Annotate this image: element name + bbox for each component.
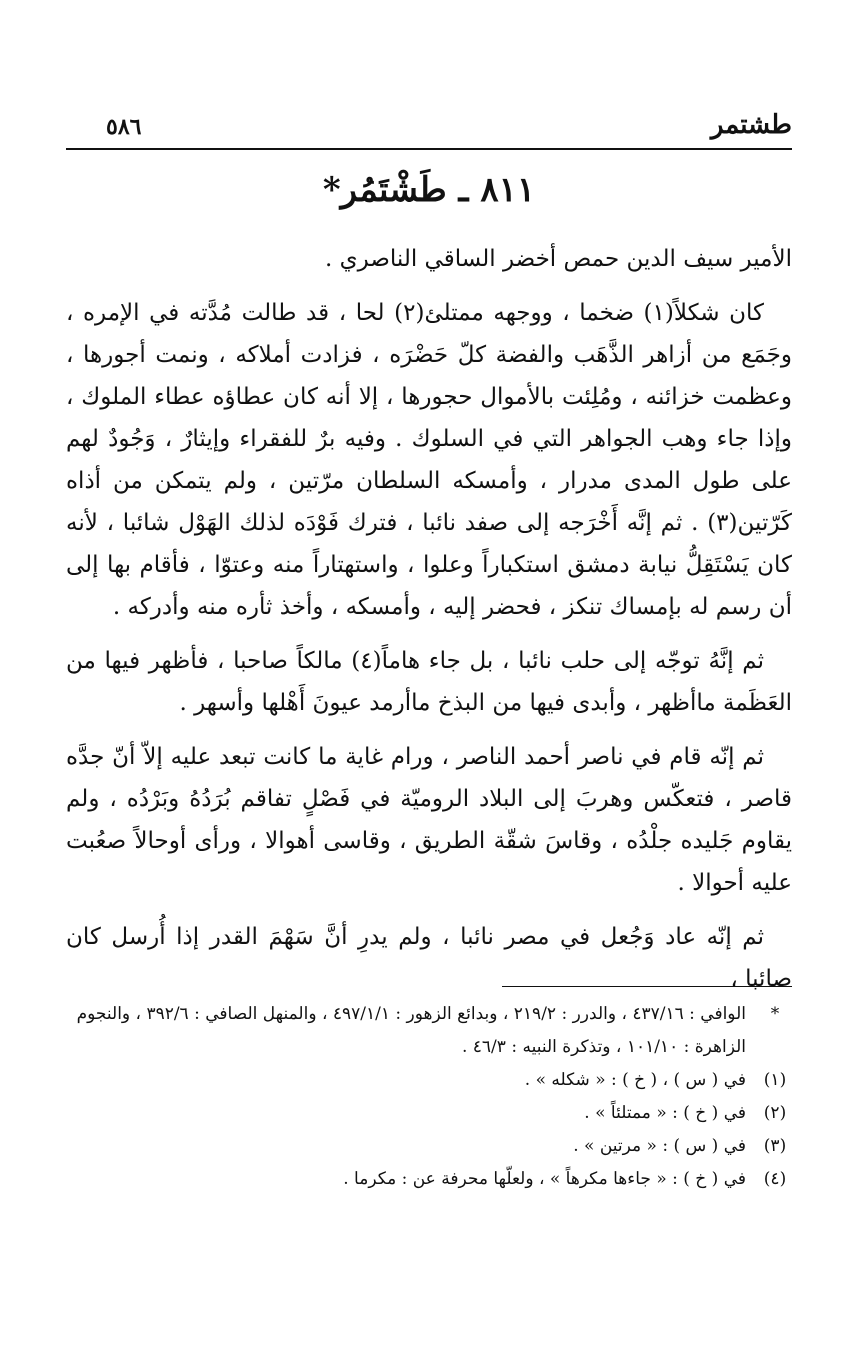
paragraph: ثم إنّه قام في ناصر أحمد الناصر ، ورام غاية ما كانت تبعد عليه إلاّ أنّ جدَّه قاصر ، فتعكّس وهربَ إلى البلاد الروميّة في فَصْلٍ تفاقم بُرَدُهُ وبَرْدُه ، ولم يقاوم جَليده جلْدُه ، وقاسَ شقّة الطريق ، وقاسى أهوالا ، ورأى أوحالاً صعُبت عليه أحوالا . [66,744,792,896]
paragraph: كان شكلاً(١) ضخما ، ووجهه ممتلئ(٢) لحا ، قد طالت مُدَّته في الإمره ، وجَمَع من أزاهر الذَّهَب والفضة كلّ حَضْرَه ، فزادت أملاكه ، ونمت أجورها ، وعظمت خزائنه ، ومُلِئت بالأموال حجورها ، إلا أنه كان عطاؤه عطاء الملوك ، وإذا جاء وهب الجواهر التي في السلوك . وفيه برٌ للفقراء وإيثارٌ ، وَجُودٌ لهم على طول المدى مدرار ، وأمسكه السلطان مرّتين ، ولم يتمكن من أذاه كَرّتين(٣) . ثم إنَّه أَخْرَجه إلى صفد نائبا ، فترك فَوْدَه لذلك الهَوْل شائبا ، لأنه كان يَسْتَقِلُّ نيابة دمشق استكباراً وعلوا ، واستهتاراً منه وعتوّا ، فأقام بها إلى أن رسم له بإمساك تنكز ، فحضر إليه ، وأمسكه ، وأخذ ثأره منه وأدركه . [66,300,792,620]
footnote-marker: (٢) [763,1103,787,1123]
footnote-text: في ( س ) ، ( خ ) : « شكله » . [524,1070,746,1090]
footnote-marker: (٣) [763,1136,787,1156]
footnote-text: في ( س ) : « مرتين » . [573,1136,746,1156]
footnote-item [60,1163,792,1196]
footnote-item [60,1064,792,1097]
footnote-text: في ( خ ) : « ممتلئاً » . [584,1103,746,1123]
entry-body [66,238,792,1012]
footnote-marker: (٤) [763,1169,787,1189]
footnotes [60,998,792,1196]
footnote-marker: (١) [763,1070,787,1090]
footnote-text: الوافي : ٤٣٧/١٦ ، والدرر : ٢١٩/٢ ، وبدائع الزهور : ٤٩٧/١/١ ، والمنهل الصافي : ٣٩٢/٦ ، والنجوم الزاهرة : ١٠١/١٠ ، وتذكرة النبيه : ٤٦/٣ . [76,1004,746,1057]
footnote-marker: * [770,1004,780,1024]
entry-title: ٨١١ ـ طَشْتَمُر* [322,170,536,210]
footnote-divider [502,986,792,987]
page-number: ٥٨٦ [106,114,142,140]
footnote-item [60,1097,792,1130]
paragraph: ثم إنَّهُ توجّه إلى حلب نائبا ، بل جاء هاماً(٤) مالكاً صاحبا ، فأظهر فيها من العَظَمة ماأظهر ، وأبدى فيها من البذخ ماأرمد عيونَ أَهْلها وأسهر . [66,648,792,716]
page-header [66,108,792,150]
paragraph: ثم إنّه عاد وَجُعل في مصر نائبا ، ولم يدرِ أنَّ سَهْمَ القدر إذا أُرسل كان صائبا ، [66,924,792,992]
running-title: طشتمر [710,110,792,140]
footnote-item [60,1130,792,1163]
paragraph: الأمير سيف الدين حمص أخضر الساقي الناصري . [325,246,792,272]
footnote-text: في ( خ ) : « جاءها مكرهاً » ، ولعلّها محرفة عن : مكرما . [343,1169,746,1189]
footnote-item [60,998,792,1064]
